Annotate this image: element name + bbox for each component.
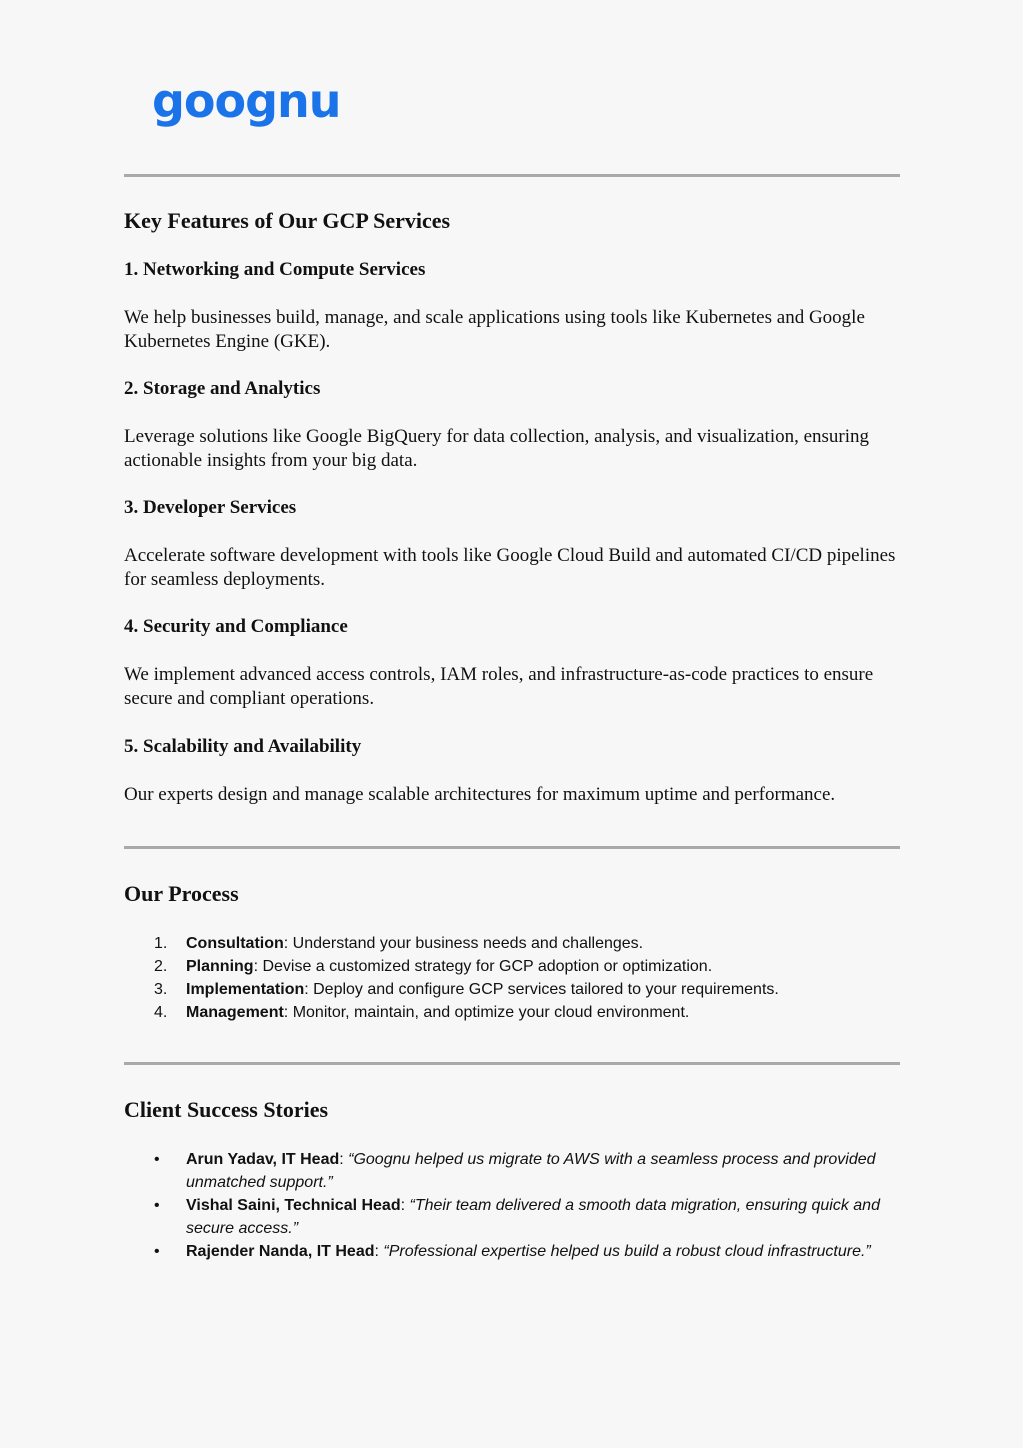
goognu-logo: goognu (152, 74, 341, 128)
client-quote: “Their team delivered a smooth data migration, ensuring quick and secure access.” (186, 1197, 880, 1237)
client-name: Rajender Nanda, IT Head (186, 1243, 375, 1260)
client-name: Vishal Saini, Technical Head (186, 1197, 401, 1214)
bullet-icon: • (154, 1243, 160, 1260)
process-list (124, 932, 904, 1024)
bullet-icon: • (154, 1151, 160, 1168)
divider (124, 174, 900, 177)
divider (124, 846, 900, 849)
step-label: Management (186, 1004, 284, 1021)
feature-heading-scalability: 5. Scalability and Availability (124, 736, 362, 757)
features-title: Key Features of Our GCP Services (124, 208, 451, 233)
list-item (124, 932, 904, 955)
bullet-icon: • (154, 1197, 160, 1214)
list-item (124, 1001, 904, 1024)
feature-body-developer: Accelerate software development with tools like Google Cloud Build and automated CI/CD pipelines for seamless deployments. (124, 545, 896, 590)
list-item (124, 1240, 900, 1263)
feature-body-networking: We help businesses build, manage, and scale applications using tools like Kubernetes and Google Kubernetes Engine (GKE). (124, 307, 865, 352)
step-label: Implementation (186, 981, 305, 998)
list-number: 4. (154, 1004, 168, 1021)
list-item (124, 978, 904, 1001)
separator: : (374, 1243, 384, 1260)
step-text: : Deploy and configure GCP services tailored to your requirements. (304, 981, 779, 998)
list-number: 1. (154, 935, 168, 952)
list-number: 2. (154, 958, 168, 975)
step-text: : Understand your business needs and challenges. (283, 935, 644, 952)
feature-heading-developer: 3. Developer Services (124, 497, 297, 518)
feature-heading-security: 4. Security and Compliance (124, 616, 348, 637)
stories-title: Client Success Stories (124, 1097, 329, 1122)
list-item (124, 955, 904, 978)
stories-list (124, 1148, 900, 1263)
feature-body-scalability: Our experts design and manage scalable architectures for maximum uptime and performance. (124, 784, 836, 805)
client-quote: “Goognu helped us migrate to AWS with a seamless process and provided unmatched support.” (186, 1151, 876, 1191)
client-name: Arun Yadav, IT Head (186, 1151, 340, 1168)
step-label: Consultation (186, 935, 284, 952)
client-quote: “Professional expertise helped us build a robust cloud infrastructure.” (383, 1243, 871, 1260)
separator: : (400, 1197, 410, 1214)
step-label: Planning (186, 958, 254, 975)
feature-heading-storage: 2. Storage and Analytics (124, 378, 321, 399)
process-title: Our Process (124, 881, 239, 906)
step-text: : Devise a customized strategy for GCP adoption or optimization. (253, 958, 713, 975)
step-text: : Monitor, maintain, and optimize your cloud environment. (283, 1004, 690, 1021)
separator: : (339, 1151, 349, 1168)
list-item (124, 1148, 900, 1194)
list-number: 3. (154, 981, 168, 998)
feature-body-storage: Leverage solutions like Google BigQuery for data collection, analysis, and visualization, ensuring actionable insights from your big data. (124, 426, 870, 471)
list-item (124, 1194, 900, 1240)
feature-heading-networking: 1. Networking and Compute Services (124, 259, 426, 280)
divider (124, 1062, 900, 1065)
feature-body-security: We implement advanced access controls, IAM roles, and infrastructure-as-code practices to ensure secure and compliant operations. (124, 664, 874, 709)
